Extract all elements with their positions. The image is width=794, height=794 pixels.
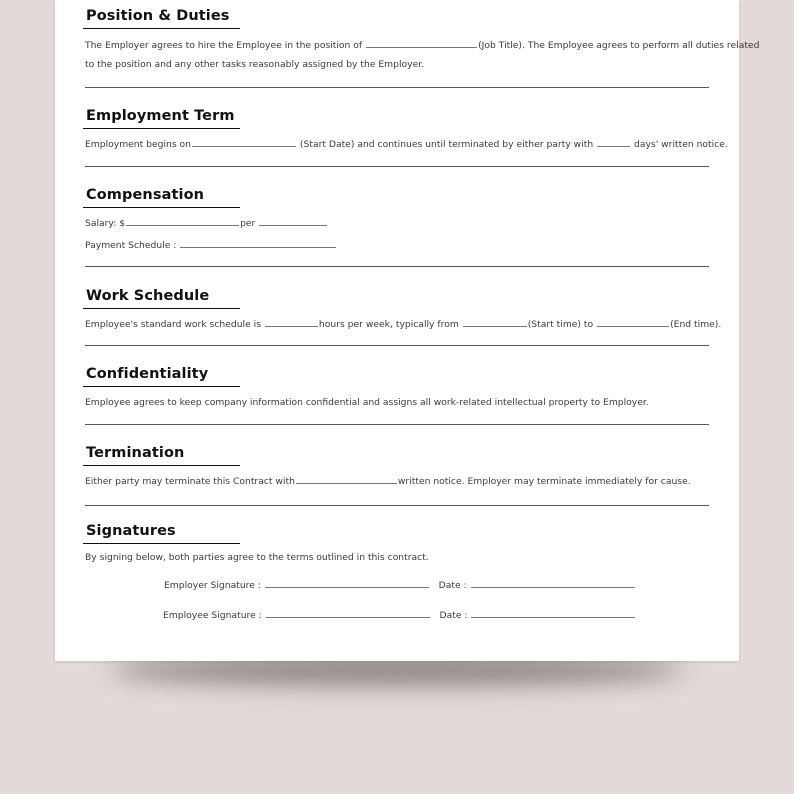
employer-signature-label: Employer Signature : xyxy=(164,580,261,591)
pay-period-field[interactable] xyxy=(259,215,327,226)
text: days' written notice. xyxy=(634,139,728,150)
text: Salary: $ xyxy=(85,218,126,229)
employer-signature-row xyxy=(164,577,636,591)
text: written notice. Employer may terminate immediately for cause. xyxy=(397,476,691,487)
section-divider xyxy=(85,424,709,425)
employee-date-field[interactable] xyxy=(471,607,635,618)
title-underline xyxy=(83,207,240,208)
title-underline xyxy=(83,28,240,29)
title-underline xyxy=(83,465,240,466)
text: Employee's standard work schedule is xyxy=(85,319,261,330)
salary-field[interactable] xyxy=(126,215,239,226)
section-divider xyxy=(85,505,709,506)
contract-page xyxy=(55,0,760,661)
title-underline xyxy=(83,543,240,544)
section-confidentiality xyxy=(85,366,709,412)
text: (Job Title). The Employee agrees to perform all duties related xyxy=(478,40,760,51)
section-title: Confidentiality xyxy=(86,366,209,382)
start-date-field[interactable] xyxy=(192,136,296,147)
notice-period-field[interactable] xyxy=(296,473,397,484)
section-title: Employment Term xyxy=(86,108,235,124)
text: Payment Schedule : xyxy=(85,240,177,251)
notice-days-field[interactable] xyxy=(597,136,630,147)
section-signatures xyxy=(85,523,709,567)
text: The Employer agrees to hire the Employee in the position of xyxy=(85,40,363,51)
section-title: Compensation xyxy=(86,187,205,203)
text: Either party may terminate this Contract with xyxy=(85,476,295,487)
start-time-field[interactable] xyxy=(463,316,527,327)
employee-signature-field[interactable] xyxy=(266,607,430,618)
section-divider xyxy=(85,266,709,267)
section-compensation xyxy=(85,187,709,257)
job-title-field[interactable] xyxy=(366,37,477,48)
text: hours per week, typically from xyxy=(318,319,459,330)
title-underline xyxy=(83,308,240,309)
section-title: Position & Duties xyxy=(86,8,230,24)
text: Employee agrees to keep company information confidential and assigns all work-related intellectual property to Employer. xyxy=(85,397,649,408)
date-label: Date : xyxy=(439,610,468,621)
title-underline xyxy=(83,128,240,129)
employer-date-field[interactable] xyxy=(471,577,635,588)
section-title: Signatures xyxy=(86,523,176,539)
text: Employment begins on xyxy=(85,139,191,150)
section-position-duties xyxy=(85,8,760,74)
section-divider xyxy=(85,87,709,88)
section-divider xyxy=(85,166,709,167)
employee-signature-row xyxy=(163,607,636,621)
section-termination xyxy=(85,445,709,491)
hours-field[interactable] xyxy=(265,316,318,327)
employee-signature-label: Employee Signature : xyxy=(163,610,262,621)
payment-schedule-field[interactable] xyxy=(180,237,336,248)
text: (Start time) to xyxy=(527,319,594,330)
section-employment-term xyxy=(85,108,728,154)
text: By signing below, both parties agree to the terms outlined in this contract. xyxy=(85,552,429,563)
text: to the position and any other tasks reasonably assigned by the Employer. xyxy=(85,59,425,70)
end-time-field[interactable] xyxy=(597,316,669,327)
text: (End time). xyxy=(670,319,722,330)
text: per xyxy=(240,218,256,229)
section-divider xyxy=(85,345,709,346)
section-work-schedule xyxy=(85,288,722,334)
section-title: Termination xyxy=(86,445,185,461)
date-label: Date : xyxy=(438,580,467,591)
title-underline xyxy=(83,386,240,387)
employer-signature-field[interactable] xyxy=(265,577,429,588)
text: (Start Date) and continues until terminated by either party with xyxy=(299,139,594,150)
section-title: Work Schedule xyxy=(86,288,210,304)
